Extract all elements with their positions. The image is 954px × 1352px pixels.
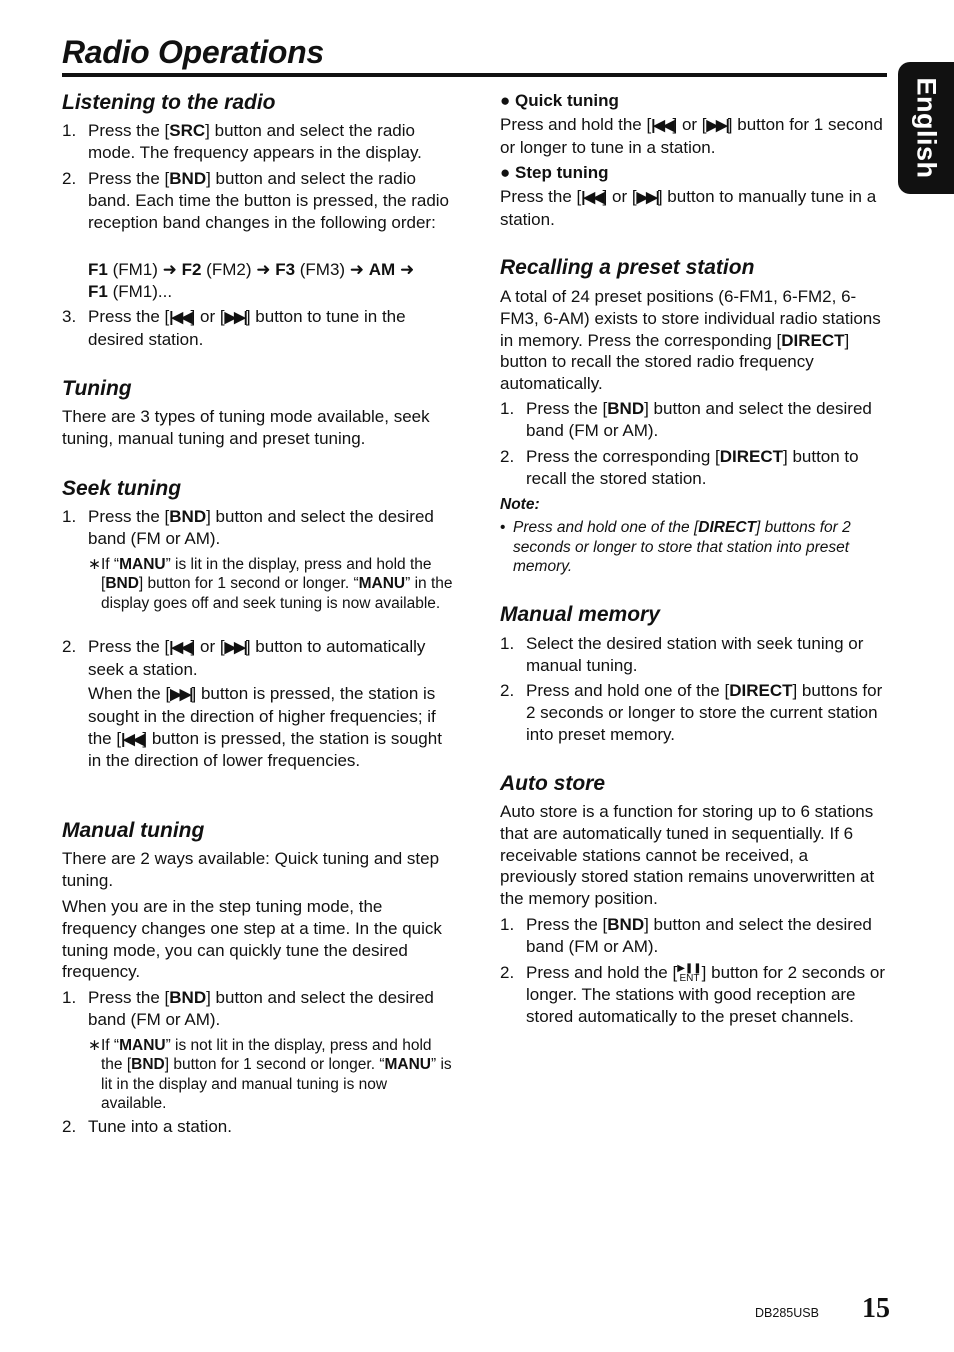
bullet-icon: ● <box>500 163 511 182</box>
direct-key-label: DIRECT <box>719 447 783 466</box>
band-f3: F3 <box>275 260 296 279</box>
section-heading-recall: Recalling a preset station <box>500 256 755 279</box>
list-item <box>500 398 888 442</box>
list-item <box>500 914 888 958</box>
text: ] button for 1 second or longer. “ <box>138 575 359 593</box>
text: Press the [ <box>88 307 170 326</box>
text: Press the [ <box>88 637 170 656</box>
list-number: 3. <box>62 307 77 326</box>
list-item <box>62 636 454 681</box>
manu-label: MANU <box>119 556 166 573</box>
previous-track-icon: |◀◀ <box>651 117 673 134</box>
text: ] button to automatically seek a station. <box>88 637 426 679</box>
title-rule <box>62 73 887 77</box>
list-number: 1. <box>500 915 515 934</box>
sub-note <box>88 555 454 613</box>
direct-key-label: DIRECT <box>729 681 793 700</box>
band-f1: F1 <box>88 281 108 301</box>
band-sequence <box>62 259 454 303</box>
bullet-icon: ● <box>500 91 511 110</box>
text: ] button to recall the stored radio frequency automatically. <box>500 330 850 394</box>
list-number: 1. <box>500 399 515 418</box>
bnd-key-label: BND <box>105 575 139 593</box>
text: ] or [ <box>190 637 225 656</box>
text: Press the [ <box>526 915 608 934</box>
play-pause-ent-icon: ▶❚❚ ENT <box>677 962 702 984</box>
model-number: DB285USB <box>755 1306 819 1320</box>
text: ] button for 2 seconds or longer. The stations with good reception are stored automatically to the preset channels. <box>526 963 886 1026</box>
next-track-icon: ▶▶| <box>706 117 728 134</box>
text: ] button to tune in the desired station. <box>88 307 406 349</box>
language-tab-label: English <box>911 77 942 179</box>
asterisk: ∗ <box>88 1037 101 1054</box>
text: ] button is pressed, the station is sought in the direction of higher frequencies; if the [ <box>88 684 436 748</box>
list-number: 2. <box>500 447 515 466</box>
language-tab <box>898 62 954 194</box>
text: ] button for 1 second or longer to tune in a station. <box>500 115 883 157</box>
text: ] or [ <box>672 115 707 134</box>
list-item <box>62 168 454 233</box>
text: ] button and select the radio mode. The frequency appears in the display. <box>88 121 422 162</box>
list-item <box>500 633 888 677</box>
quick-tuning-heading <box>500 90 888 112</box>
text: ] buttons for 2 seconds or longer to store the current station into preset memory. <box>526 681 883 744</box>
bnd-key-label: BND <box>169 507 207 526</box>
text: Step tuning <box>515 163 609 182</box>
bnd-key-label: BND <box>607 399 645 418</box>
quick-tuning-text <box>500 114 888 159</box>
next-track-icon: ▶▶| <box>170 686 192 703</box>
list-item <box>62 506 454 550</box>
text: ” is lit in the display and manual tuning is now available. <box>101 1056 452 1112</box>
previous-track-icon: |◀◀ <box>169 309 191 326</box>
section-heading-auto-store: Auto store <box>500 772 605 795</box>
previous-track-icon: |◀◀ <box>121 730 143 748</box>
text: Press and hold the [ <box>500 115 652 134</box>
text: Press and hold one of the [ <box>526 681 730 700</box>
list-item <box>500 446 888 490</box>
list-number: 1. <box>62 121 77 140</box>
list-item <box>62 306 454 351</box>
text: ] button and select the radio band. Each time the button is pressed, the radio reception band changes in the following order: <box>88 169 450 232</box>
text: ] button to recall the stored station. <box>526 447 859 488</box>
section-heading-seek: Seek tuning <box>62 477 182 500</box>
text: Press the [ <box>88 507 170 526</box>
text: Tune into a station. <box>88 1117 232 1136</box>
text: (FM2) ➜ <box>201 260 276 279</box>
text: (FM3) ➜ <box>295 260 369 279</box>
text: ” is lit in the display, press and hold the [ <box>101 556 432 593</box>
text: Press and hold the [ <box>526 963 678 982</box>
text: ] button and select the desired band (FM or AM). <box>88 507 434 548</box>
section-heading-manual-memory: Manual memory <box>500 603 660 626</box>
list-item <box>62 120 454 164</box>
previous-track-icon: |◀◀ <box>581 189 603 206</box>
list-number: 2. <box>62 169 77 188</box>
bnd-key-label: BND <box>131 1056 165 1074</box>
band-f1: F1 <box>88 260 108 279</box>
bnd-key-label: BND <box>169 169 207 188</box>
list-number: 1. <box>500 634 515 653</box>
text: Quick tuning <box>515 91 619 110</box>
manual-text-2: When you are in the step tuning mode, the frequency changes one step at a time. In the quick tuning mode, you can quickly tune the desired frequency. <box>62 897 442 982</box>
sub-note <box>88 1036 454 1113</box>
previous-track-icon: |◀◀ <box>169 639 191 656</box>
bnd-key-label: BND <box>607 915 645 934</box>
paragraph <box>62 683 454 772</box>
text: ] button and select the desired band (FM or AM). <box>526 399 872 440</box>
bullet-icon: • <box>500 519 506 536</box>
text: Press the [ <box>500 187 582 206</box>
text: Press and hold one of the [ <box>513 519 699 536</box>
list-number: 2. <box>500 963 515 982</box>
text: When the [ <box>88 684 171 703</box>
ent-label: ENT <box>679 972 700 984</box>
direct-key-label: DIRECT <box>698 519 756 536</box>
section-heading-manual-tuning: Manual tuning <box>62 819 205 842</box>
next-track-icon: ▶▶| <box>636 189 658 206</box>
page-number: 15 <box>862 1293 890 1324</box>
list-number: 2. <box>62 1117 77 1136</box>
manu-label: MANU <box>119 1037 166 1054</box>
auto-store-text: Auto store is a function for storing up to 6 stations that are automatically tuned in sequentially. If 6 receivable stations cannot be received, a previously stored station remains unoverwritten at the memory position. <box>500 802 875 909</box>
list-item <box>62 1116 454 1138</box>
manu-label: MANU <box>384 1056 431 1074</box>
step-tuning-text <box>500 186 888 231</box>
list-number: 1. <box>62 507 77 526</box>
list-number: 2. <box>500 681 515 700</box>
next-track-icon: ▶▶| <box>224 639 246 656</box>
manu-label: MANU <box>358 575 406 593</box>
section-heading-listening: Listening to the radio <box>62 91 276 114</box>
bnd-key-label: BND <box>169 988 207 1007</box>
text: Press the [ <box>88 169 170 188</box>
page-title: Radio Operations <box>62 34 324 70</box>
text: ] buttons for 2 seconds or longer to store that station into preset memory. <box>513 519 851 575</box>
text: Press the [ <box>88 988 170 1007</box>
text: Press the [ <box>88 121 170 140</box>
direct-key-label: DIRECT <box>781 330 845 350</box>
list-number: 1. <box>62 988 77 1007</box>
text: Press the corresponding [ <box>526 447 720 466</box>
text: ] button and select the desired band (FM or AM). <box>88 988 434 1029</box>
band-f2: F2 <box>181 260 202 279</box>
text: (FM1)... <box>107 281 173 301</box>
list-item <box>500 962 888 1027</box>
text: (FM1) ➜ <box>107 260 182 279</box>
note-heading: Note: <box>500 496 540 513</box>
text: Press the [ <box>526 399 608 418</box>
text: ] button and select the desired band (FM or AM). <box>526 915 872 956</box>
text: A total of 24 preset positions (6-FM1, 6-FM2, 6-FM3, 6-AM) exists to store individual radio stations in memory. Press the corresponding [ <box>500 287 881 350</box>
text: ] button for 1 second or longer. “ <box>164 1056 385 1074</box>
text: ” in the display goes off and seek tuning is now available. <box>101 575 453 612</box>
section-heading-tuning: Tuning <box>62 377 132 400</box>
list-item <box>500 680 888 745</box>
text: ] or [ <box>602 187 637 206</box>
list-number: 2. <box>62 637 77 656</box>
text: ➜ <box>395 260 415 279</box>
manual-text-1: There are 2 ways available: Quick tuning and step tuning. <box>62 849 440 890</box>
text: ” is not lit in the display, press and hold the [ <box>101 1037 432 1074</box>
text: ] button is pressed, the station is sought in the direction of lower frequencies. <box>88 728 442 771</box>
text: If “ <box>101 1037 120 1054</box>
band-am: AM <box>368 260 396 279</box>
step-tuning-heading <box>500 162 888 184</box>
note-text <box>500 518 888 577</box>
src-key-label: SRC <box>169 121 206 140</box>
tuning-text: There are 3 types of tuning mode available, seek tuning, manual tuning and preset tuning. <box>62 407 430 448</box>
asterisk: ∗ <box>88 556 101 573</box>
text: ] button to manually tune in a station. <box>500 187 877 229</box>
next-track-icon: ▶▶| <box>224 309 246 326</box>
text: If “ <box>101 556 120 573</box>
text: ] or [ <box>190 307 225 326</box>
list-item <box>62 987 454 1031</box>
recall-text <box>500 286 888 395</box>
text: Select the desired station with seek tuning or manual tuning. <box>526 634 864 675</box>
